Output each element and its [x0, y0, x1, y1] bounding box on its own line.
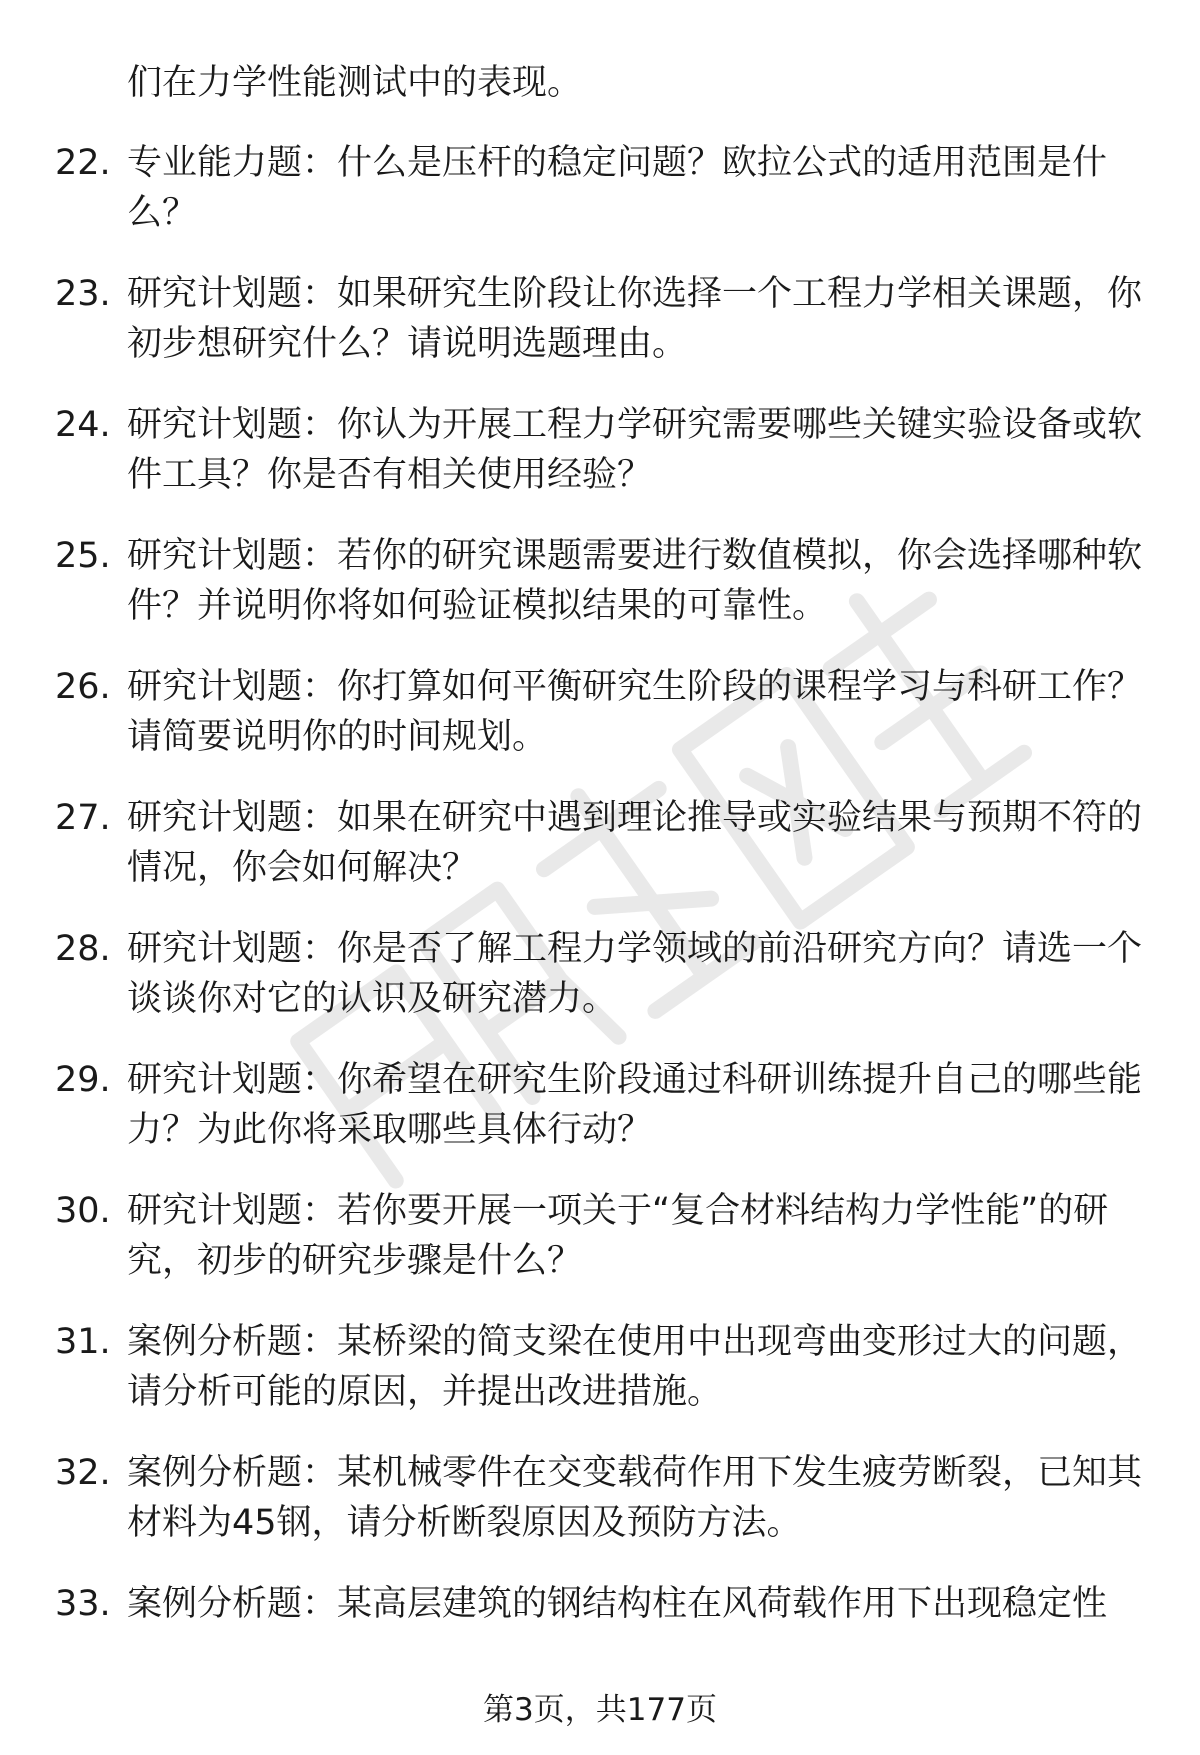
question-number: 26. [55, 667, 111, 707]
question-number: 27. [55, 798, 111, 838]
list-item [55, 1317, 1145, 1417]
continuation-text: 们在力学性能测试中的表现。 [127, 63, 583, 103]
question-number: 24. [55, 405, 111, 445]
question-text: 案例分析题：某桥梁的简支梁在使用中出现弯曲变形过大的问题，请分析可能的原因，并提出改进措施。 [127, 1322, 1143, 1412]
list-item [55, 1055, 1145, 1155]
question-number: 25. [55, 536, 111, 576]
question-number: 28. [55, 929, 111, 969]
question-number: 30. [55, 1191, 111, 1231]
list-item [55, 269, 1145, 369]
question-text: 研究计划题：如果在研究中遇到理论推导或实验结果与预期不符的情况，你会如何解决？ [127, 798, 1143, 888]
question-text: 研究计划题：你希望在研究生阶段通过科研训练提升自己的哪些能力？为此你将采取哪些具体行动？ [127, 1060, 1143, 1150]
question-text: 专业能力题：什么是压杆的稳定问题？欧拉公式的适用范围是什么？ [127, 143, 1108, 233]
question-text: 研究计划题：若你要开展一项关于“复合材料结构力学性能”的研究，初步的研究步骤是什么？ [127, 1191, 1109, 1281]
list-item [55, 1579, 1145, 1629]
question-list [55, 58, 1145, 1660]
list-item [55, 924, 1145, 1024]
question-text: 研究计划题：你打算如何平衡研究生阶段的课程学习与科研工作？请简要说明你的时间规划。 [127, 667, 1143, 757]
question-text: 案例分析题：某机械零件在交变载荷作用下发生疲劳断裂，已知其材料为45钢，请分析断裂原因及预防方法。 [127, 1453, 1143, 1543]
question-number: 23. [55, 274, 111, 314]
question-number: 32. [55, 1453, 111, 1493]
list-item [55, 1448, 1145, 1548]
page-number-footer: 第3页，共177页 [483, 1692, 717, 1728]
list-item [55, 400, 1145, 500]
question-text: 研究计划题：若你的研究课题需要进行数值模拟，你会选择哪种软件？并说明你将如何验证模拟结果的可靠性。 [127, 536, 1143, 626]
question-text: 研究计划题：你认为开展工程力学研究需要哪些关键实验设备或软件工具？你是否有相关使用经验？ [127, 405, 1143, 495]
question-number: 22. [55, 143, 111, 183]
question-number: 33. [55, 1584, 111, 1624]
list-item [55, 793, 1145, 893]
question-number: 31. [55, 1322, 111, 1362]
question-text: 案例分析题：某高层建筑的钢结构柱在风荷载作用下出现稳定性 [127, 1584, 1108, 1624]
question-number: 29. [55, 1060, 111, 1100]
list-item [55, 531, 1145, 631]
list-item [55, 662, 1145, 762]
question-text: 研究计划题：你是否了解工程力学领域的前沿研究方向？请选一个谈谈你对它的认识及研究潜力。 [127, 929, 1143, 1019]
list-item [55, 1186, 1145, 1286]
question-text: 研究计划题：如果研究生阶段让你选择一个工程力学相关课题，你初步想研究什么？请说明选题理由。 [127, 274, 1143, 364]
list-item [55, 138, 1145, 238]
